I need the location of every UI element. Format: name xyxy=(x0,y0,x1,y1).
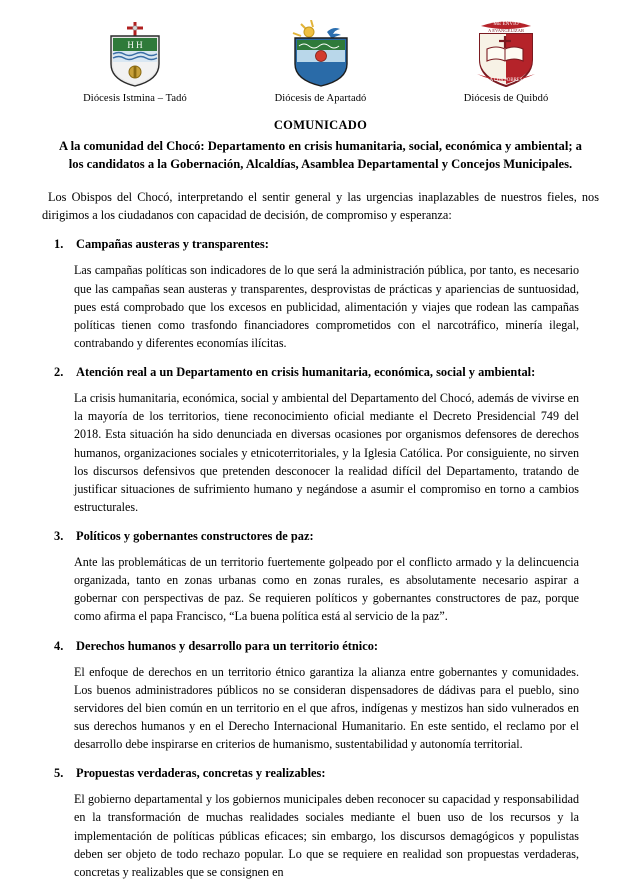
svg-text:H H: H H xyxy=(127,40,143,50)
section-1 xyxy=(40,237,601,352)
section-4-number: 4. xyxy=(54,638,64,653)
svg-text:A EVANGELIZAR: A EVANGELIZAR xyxy=(487,28,525,33)
section-3-body: Ante las problemáticas de un territorio fuertemente golpeado por el conflicto armado y la delincuencia organizada, tanto en zonas urbanas como en zonas rurales, es absolutamente necesario aspirar a gobernar con perspectivas de paz. Se requieren políticos y gobernantes constructores de paz, porque como afirma el papa Francisco, “La buena política está al servicio de la paz”. xyxy=(74,555,579,624)
svg-text:ME ENVIÓ: ME ENVIÓ xyxy=(493,21,519,27)
section-2 xyxy=(40,365,601,516)
crest-caption-quibdo: Diócesis de Quibdó xyxy=(463,93,549,104)
section-1-body: Las campañas políticas son indicadores de lo que será la administración pública, por tanto, es necesario que las campañas sean austeras y transparentes, desprovistas de prácticas y apariencias de suntuosidad, pues está comprobado que los excesos en publicidad, alimentación y viajes que rodean las campañas políticas tienen como trasfondo financiadores comprometidos con el narcotráfico, minería ilegal, contrabando y diferentes economías ilícitas. xyxy=(74,263,579,350)
section-3-number: 3. xyxy=(54,529,64,544)
crest-block-istmina-tado xyxy=(50,18,220,104)
crest-block-quibdo xyxy=(421,18,591,104)
section-4-title: Derechos humanos y desarrollo para un territorio étnico: xyxy=(76,638,379,653)
section-2-body: La crisis humanitaria, económica, social y ambiental del Departamento del Chocó, además de vivirse en la mayoría de los territorios, tiene reconocimiento oficial mediante el Decreto Presidencial 749 del 2018. Esta situación ha sido denunciada en diversas ocasiones por organismos defensores de derechos humanos, organizaciones sociales y etnicoterritoriales, y la Iglesia Católica. Por consiguiente, no sirven los discursos defensivos que pretenden desconocer la realidad difícil del Departamento, tratando de justificar situaciones de sufrimiento humano y negándose a asumir el compromiso en torno a cambios estructurales. xyxy=(74,391,579,514)
section-1-heading xyxy=(54,237,601,252)
section-5-heading xyxy=(54,766,601,781)
section-3-title: Políticos y gobernantes constructores de paz: xyxy=(76,529,314,544)
section-2-number: 2. xyxy=(54,365,64,380)
crest-block-apartado xyxy=(236,18,406,104)
diocese-crest-row xyxy=(40,18,601,104)
coat-of-arms-apartado-icon xyxy=(236,18,406,88)
section-4 xyxy=(40,639,601,754)
section-1-number: 1. xyxy=(54,237,64,252)
section-5-number: 5. xyxy=(54,766,64,781)
crest-caption-istmina-tado: Diócesis Istmina – Tadó xyxy=(83,93,187,104)
intro-paragraph: Los Obispos del Chocó, interpretando el sentir general y las urgencias inaplazables de nuestros fieles, nos dirigimos a los ciudadanos con capacidad de decisión, de compromiso y esperanza: xyxy=(42,189,599,222)
crest-caption-apartado: Diócesis de Apartadó xyxy=(274,93,367,104)
svg-text:A LOS POBRES: A LOS POBRES xyxy=(489,78,523,83)
section-5 xyxy=(40,766,601,881)
section-3-heading xyxy=(54,529,601,544)
section-1-title: Campañas austeras y transparentes: xyxy=(76,237,269,252)
document-title: COMUNICADO xyxy=(273,118,368,132)
coat-of-arms-istmina-tado-icon xyxy=(50,18,220,88)
section-2-title: Atención real a un Departamento en crisis humanitaria, económica, social y ambiental: xyxy=(76,365,536,380)
section-3 xyxy=(40,529,601,626)
section-4-body: El enfoque de derechos en un territorio étnico garantiza la alianza entre gobernantes y comunidades. Los buenos administradores públicos no se consideran dispensadores de dádivas para el pueblo, sino servidores del bien común en un territorio en el que afros, indígenas y mestizos han sido vulnerados en sus derechos humanos y en el Derecho Internacional Humanitario. En este sentido, el reclamo por el desarrollo debe inspirarse en criterios de humanismo, sustentabilidad y autonomía territorial. xyxy=(74,664,579,752)
section-4-heading xyxy=(54,639,601,654)
section-5-body: El gobierno departamental y los gobiernos municipales deben reconocer su capacidad y responsabilidad en la transformación de muchas realidades sociales mediante el buen uso de los recursos y la implementación de políticas públicas eficaces; sin embargo, los discursos demagógicos y populistas deben ser objeto de todo rechazo popular. Lo que se requiere en realidad son propuestas verdaderas, concretas y realizables que se consignen en xyxy=(74,792,579,879)
section-5-title: Propuestas verdaderas, concretas y realizables: xyxy=(76,766,326,781)
coat-of-arms-quibdo-icon xyxy=(421,18,591,88)
section-2-heading xyxy=(54,365,601,380)
document-subtitle: A la comunidad del Chocó: Departamento en crisis humanitaria, social, económica y ambiental; a los candidatos a la Gobernación, Alcaldías, Asamblea Departamental y Concejos Municipales. xyxy=(59,139,582,172)
